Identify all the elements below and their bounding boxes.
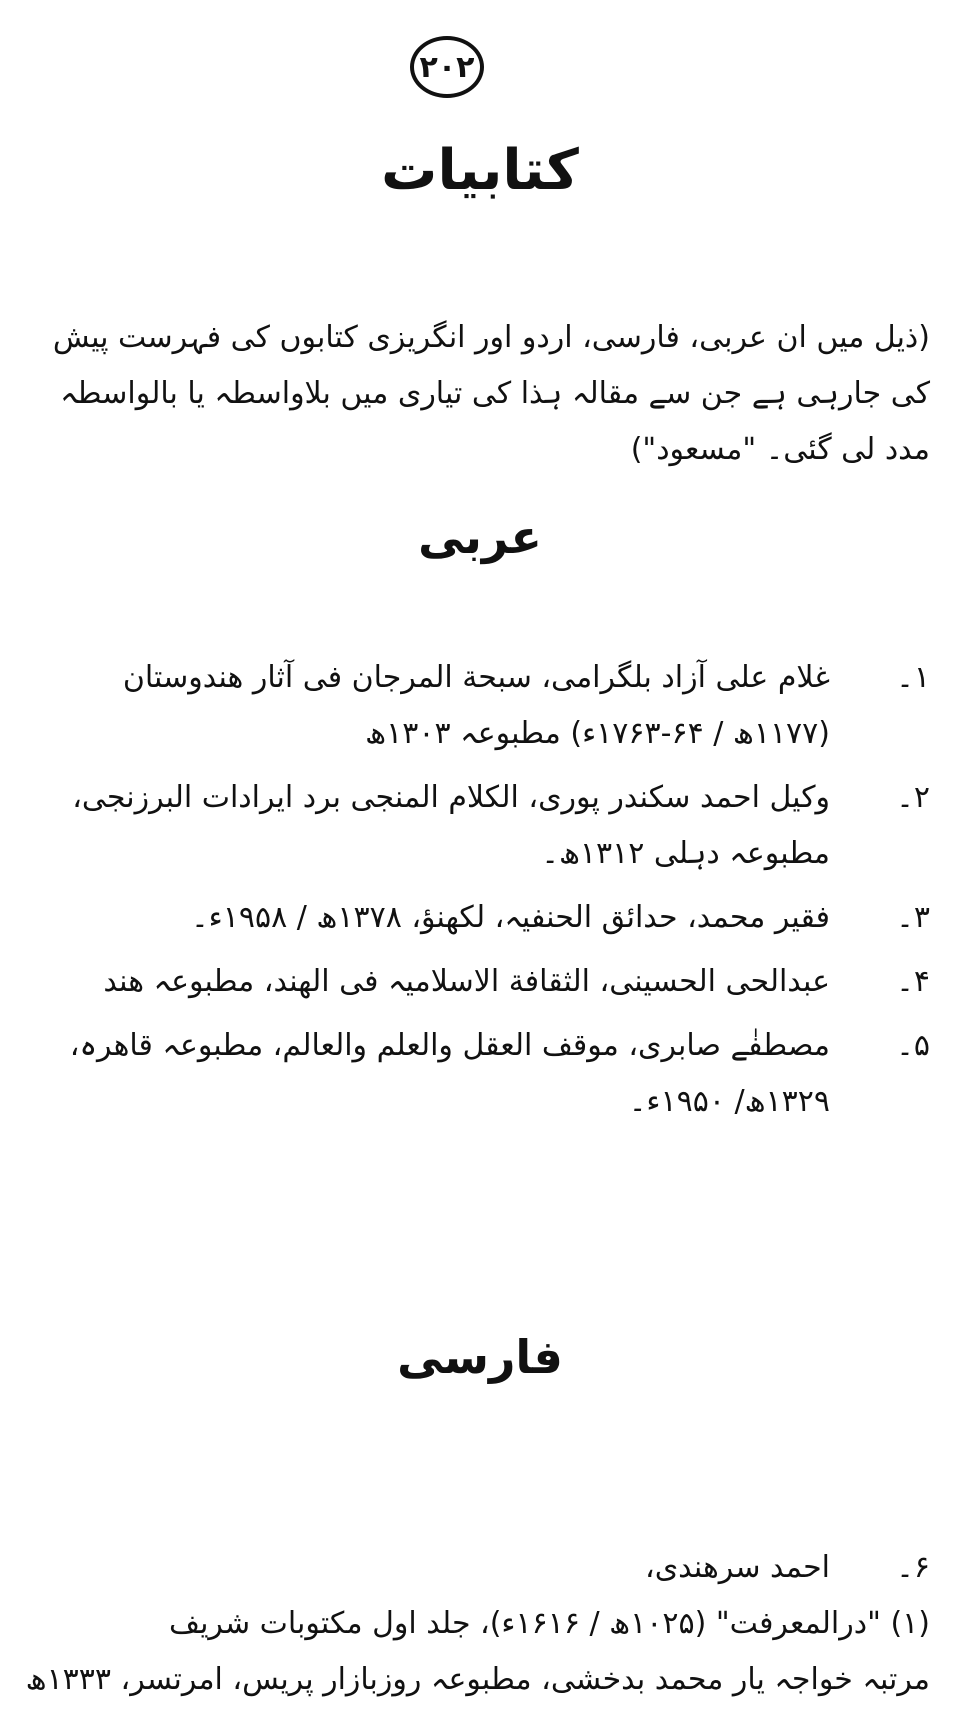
entry-number: ۴۔ — [896, 964, 930, 999]
list-item — [20, 1018, 930, 1130]
entry-author: احمد سرھندی، — [645, 1550, 830, 1585]
entry-number: ۶۔ — [896, 1550, 930, 1585]
persian-entries-list — [20, 1540, 930, 1716]
entry-text: فقیر محمد، حدائق الحنفیہ، لکھنؤ، ۱۳۷۸ھ / ۱۹۵۸ء۔ — [191, 900, 830, 935]
list-item — [20, 650, 930, 762]
intro-paragraph: (ذیل میں ان عربی، فارسی، اردو اور انگریزی کتابوں کی فہرست پیش کی جارہی ہے جن سے مقالہ ہذا کی تیاری میں بلاواسطہ یا بالواسطہ مدد لی گئی۔ "مسعود") — [52, 320, 930, 467]
list-item — [20, 890, 930, 946]
list-item — [20, 770, 930, 882]
entry-number: ۵۔ — [896, 1028, 930, 1063]
list-item — [20, 954, 930, 1010]
entry-text: وکیل احمد سکندر پوری، الکلام المنجی برد ایرادات البرزنجی، مطبوعہ دہلی ۱۳۱۲ھ۔ — [72, 780, 830, 871]
entry-text: غلام علی آزاد بلگرامی، سبحة المرجان فی آثار ھندوستان (۱۱۷۷ھ / ۶۴-۱۷۶۳ء) مطبوعہ ۱۳۰۳ھ — [122, 660, 830, 751]
arabic-entries-list — [20, 650, 930, 1138]
list-item — [20, 1540, 930, 1708]
entry-number: ۱۔ — [896, 660, 930, 695]
entry-number: ۲۔ — [896, 780, 930, 815]
page-number: ۲۰۲ — [410, 36, 484, 98]
entry-subline: (۱) "درالمعرفت" (۱۰۲۵ھ / ۱۶۱۶ء)، جلد اول مکتوبات شریف — [169, 1606, 930, 1641]
entry-text: مصطفٰے صابری، موقف العقل والعلم والعالم، مطبوعہ قاھرہ، ۱۳۲۹ھ/ ۱۹۵۰ء۔ — [69, 1028, 830, 1119]
entry-number: ۳۔ — [896, 900, 930, 935]
section-heading-persian: فارسی — [397, 1330, 563, 1384]
section-heading-arabic: عربی — [418, 510, 542, 564]
entry-text: عبدالحی الحسینی، الثقافة الاسلامیہ فی الھند، مطبوعہ ھند — [103, 964, 830, 999]
page-title: کتابیات — [381, 138, 579, 203]
entry-subline: مرتبہ خواجہ یار محمد بدخشی، مطبوعہ روزبازار پریس، امرتسر، ۱۳۳۳ھ — [25, 1662, 930, 1697]
